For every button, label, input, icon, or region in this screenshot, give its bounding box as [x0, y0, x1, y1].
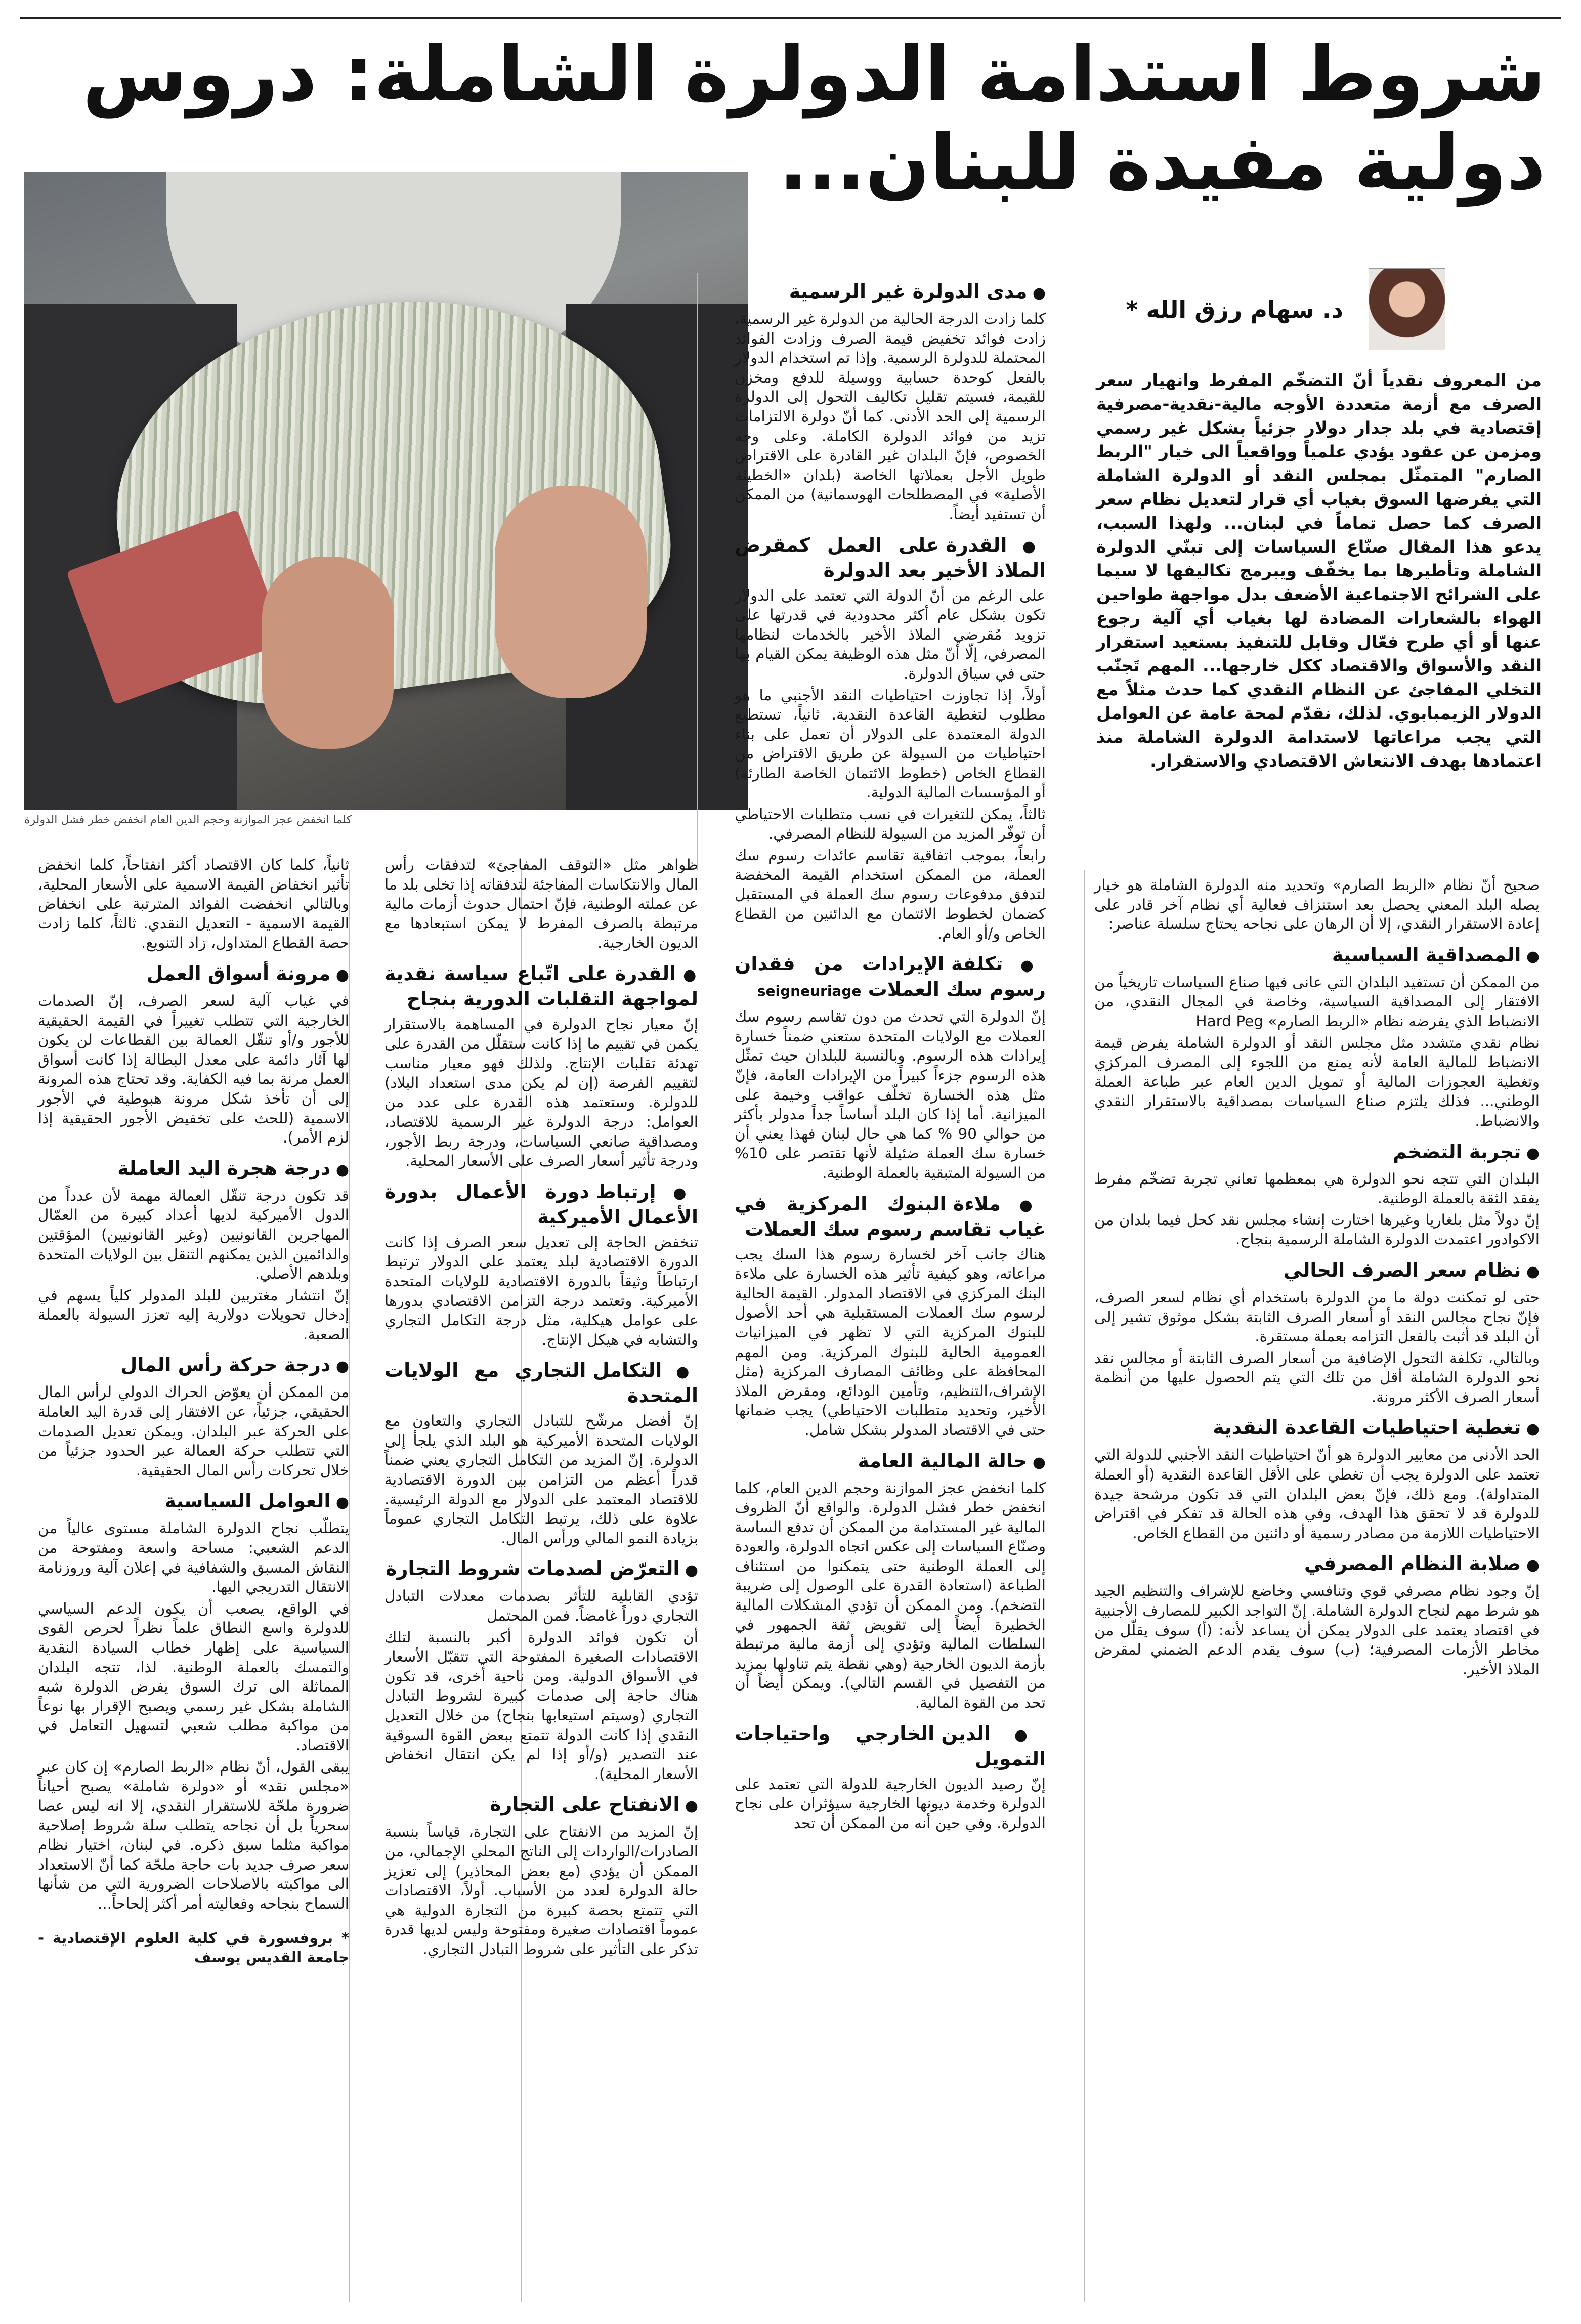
paragraph: إنّ المزيد من الانفتاح على التجارة، قياساً بنسبة الصادرات/الواردات إلى الناتج المحلي الإجمالي، من الممكن أن يؤدي (مع بعض المحاذير) إلى تعزيز حالة الدولرة لعدد من الأسباب. أولاً، الاقتصادات التي تتمتع بحصة كبيرة من التجارة الدولية هي عموماً اقتصادات صغيرة ومفتوحة وليس لديها قدرة تذكر على التأثير على شروط التبادل التجاري. — [384, 1823, 698, 1958]
lead-paragraph: من المعروف نقدياً أنّ التضخّم المفرط وانهيار سعر الصرف مع أزمة متعددة الأوجه مالية-نقدية-مصرفية إقتصادية في بلد جدار دولار جزئياً بشكل غير رسمي ومزمن عن عقود يؤدي علمياً وواقعياً الى خيار "الربط الصارم" المتمثّل بمجلس النقد أو الدولرة الشاملة التي يفرضها السوق بغياب أي قرار لتعديل نظام سعر الصرف كما حصل تماماً في لبنان... ولهذا السبب، يدعو هذا المقال صنّاع السياسات إلى تبنّي الدولرة الشاملة وتأطيرها بما يخفّف ويبرمج تكاليفها لا سيما على الشرائح الاجتماعية الأضعف بدل مواجهة طواحين الهواء بالشعارات المضادة لها بغياب أي آلية رجوع عنها أو أي طرح فعّال وقابل للتنفيذ بستعيد استقرار النقد والأسواق والاقتصاد ككل خارجها... المهم تَجنّب التخلي المفاجئ عن النظام النقدي كما حدث مثلاً مع الدولار الزيمبابوي. لذلك، نقدّم لمحة عامة عن العوامل التي يجب مراعاتها لاستدامة الدولرة الشاملة منذ اعتمادها بهدف الانتعاش الاقتصادي والاستقرار. — [1096, 370, 1542, 771]
section-heading: ● التكامل التجاري مع الولايات المتحدة — [384, 1359, 698, 1407]
paragraph: إنّ الدولرة التي تحدث من دون تقاسم رسوم سك العملات مع الولايات المتحدة ستعني ضمناً خسارة إيرادات هذه الرسوم. وبالنسبة للبلدان حيث تمثّل هذه الرسوم جزءاً كبيراً من الإيرادات العامة، فإنّ مثل هذه الخسارة تخلّف عواقب وخيمة على الميزانية. أما إذا كان البلد أساساً جداً مدولر بأكثر من حوالي 90 % كما هي حال لبنان فهذا يعني أن خسارة سك العملة ضئيلة لأنها تقتصر على 10% من السيولة المتبقية بالعملة الوطنية. — [735, 1008, 1046, 1181]
paragraph: أن تكون فوائد الدولرة أكبر بالنسبة لتلك الاقتصادات الصغيرة المفتوحة التي تتقبّل الأسعار في الأسواق الدولية. ومن ناحية أخرى، قد تكون هناك حاجة إلى صدمات كبيرة لشروط التبادل التجاري (وسيتم استيعابها بنجاح) من خلال التعديل النقدي إذا كانت الدولة تتمتع ببعض القوة السوقية عند التصدير (و/أو إذا لم يكن انتقال انخفاض الأسعار المحلية). — [384, 1628, 698, 1783]
section-heading — [735, 952, 1046, 1003]
section-heading: ● مدى الدولرة غير الرسمية — [735, 280, 1046, 305]
latin-term: Hard Peg — [1195, 1012, 1263, 1030]
section-heading: ● صلابة النظام المصرفي — [1094, 1552, 1540, 1577]
column-3 — [384, 855, 698, 1961]
paragraph: رابعاً، بموجب اتفاقية تقاسم عائدات رسوم سك العملة، من الممكن استخدام القيمة المخفضة لتدفق مدفوعات رسوم سك العملة في المستقبل كضمان لخطوط الائتمان مع الدائنين من القطاع الخاص و/أو العام. — [735, 847, 1046, 942]
paragraph: ظواهر مثل «التوقف المفاجئ» لتدفقات رأس المال والانتكاسات المفاجئة لتدفقاته إذا تخلى بلد ما عن عملته الوطنية، فإنّ احتمال حدوث أزمات مالية مرتبطة بالصرف المفرط لا يمكن استبعادها مع الديون الخارجية. — [384, 856, 698, 952]
paragraph: البلدان التي تتجه نحو الدولرة هي بمعظمها تعاني تجربة تضخّم مفرط يفقد الثقة بالعملة الوطنية. — [1094, 1170, 1540, 1207]
paragraph: إنّ دولاً مثل بلغاريا وغيرها اختارت إنشاء مجلس نقد كحل فيما بلدان من الاكوادور اعتمدت الدولرة الشاملة الرسمية بنجاح. — [1094, 1211, 1540, 1248]
section-heading: ● مرونة أسواق العمل — [38, 962, 349, 987]
section-heading: ● القدرة على العمل كمقرض الملاذ الأخير بعد الدولرة — [735, 533, 1046, 582]
paragraph: من الممكن أن يعوّض الحراك الدولي لرأس المال الحقيقي، جزئياً، عن الافتقار إلى قدرة اليد العاملة على الحركة عبر البلدان. ويمكن تعديل الصدمات التي تتطلب حركة العمالة عبر الحدود جزئياً من خلال تحركات رأس المال الحقيقية. — [38, 1383, 349, 1479]
paragraph: في الواقع، يصعب أن يكون الدعم السياسي للدولرة واسع النطاق علماً نظراً لحرص القوى السياسية على إظهار خطاب السيادة النقدية والتمسك بالعملة الوطنية. لذا، تتجه البلدان المماثلة الى ترك السوق يفرض الدولرة شبه الشاملة بشكل غير رسمي ويصبح الإقرار بها نوعاً من مواكبة مطلب شعبي لتسهيل التعامل في الاقتصاد. — [38, 1599, 349, 1754]
column-2 — [735, 271, 1046, 1835]
paragraph: إنّ معيار نجاح الدولرة في المساهمة بالاستقرار يكمن في تقييم ما إذا كانت ستقلّل من القدرة على تهدئة تقلبات الإنتاج. ولذلك فهو معيار مناسب لتقييم الفرصة (إن لم يكن مدى استعداد البلاد) للدولرة. وستعتمد هذه القدرة على عدد من العوامل: درجة الدولرة غير الرسمية للاقتصاد، ومصداقية صانعي السياسات، ودرجة ربط الأجور، ودرجة تأثير أسعار الصرف على الأسعار المحلية. — [384, 1015, 698, 1170]
paragraph: كلما زادت الدرجة الحالية من الدولرة غير الرسمية، زادت فوائد تخفيض قيمة الصرف وزادت الفوائد المحتملة للدولرة الرسمية. وإذا تم استخدام الدولار بالفعل كوحدة حسابية ووسيلة للدفع ومخزن للقيمة، فسيتم تقليل تكاليف التحول إلى الدولرة الرسمية إلى الحد الأدنى. كما أنّ دولرة الالتزامات تزيد من فوائد الدولرة الكاملة. وعلى وجه الخصوص، فإنّ البلدان غير القادرة على الاقتراض طويل الأجل بعملاتها الخاصة (بلدان «الخطيئة الأصلية» في المصطلحات الهوسمانية) من الممكن أن تستفيد أيضاً. — [735, 310, 1046, 523]
section-heading: ● نظام سعر الصرف الحالي — [1094, 1258, 1540, 1284]
latin-term: seigneuriage — [757, 983, 862, 1000]
headline: شروط استدامة الدولرة الشاملة: دروس دولية مفيدة للبنان... — [82, 30, 1546, 207]
paragraph: كلما انخفض عجز الموازنة وحجم الدين العام، كلما انخفض خطر فشل الدولرة. والواقع أنّ الظروف المالية غير المستدامة من الممكن أن تدفع الساسة وصنّاع السياسات إلى عكس اتجاه الدولرة، والعودة إلى العملة الوطنية حتى يتمكنوا من استئناف الطباعة (استعادة القدرة على الوصول إلى ضريبة التضخم). ومن الممكن أن تؤدي المشكلات المالية الخطيرة أيضاً إلى تقويض ثقة الجمهور في السلطات المالية وتؤدي إلى أزمة مالية مرتبطة بأزمة الديون الخارجية (وهي نقطة يتم تناولها بمزيد من التفصيل في القسم التالي). ويمكن أيضاً أن تحد من القوة المالية. — [735, 1479, 1046, 1712]
section-heading: ● إرتباط دورة الأعمال بدورة الأعمال الأميركية — [384, 1180, 698, 1229]
paragraph: الحد الأدنى من معايير الدولرة هو أنّ احتياطيات النقد الأجنبي للدولة التي تعتمد على الدولرة يجب أن تغطي على الأقل القاعدة النقدية (أو العملة المتداولة). ومع ذلك، فإنّ بعض البلدان التي قد تكون مرشحة جيدة للدولرة قد لا تحقق هذا الهدف، وفي هذه الحالة قد تفكر في اقتراض الاحتياطيات اللازمة من مصادر رسمية أو دائنين من القطاع الخاص. — [1094, 1446, 1540, 1542]
section-heading: ● تغطية احتياطيات القاعدة النقدية — [1094, 1416, 1540, 1441]
paragraph: إنّ وجود نظام مصرفي قوي وتنافسي وخاضع للإشراف والتنظيم الجيد هو شرط مهم لنجاح الدولرة الشاملة. إنّ التواجد الكبير للمصارف الأجنبية في اقتصاد يعتمد على الدولار يمكن أن يساعد لأنه: (أ) سوف يقلّل من مخاطر الأزمات المصرفية؛ (ب) سوف يقدم الدعم الضمني لمقرض الملاذ الأخير. — [1094, 1582, 1540, 1678]
section-heading: ● ملاءة البنوك المركزية في غياب تقاسم رسوم سك العملات — [735, 1192, 1046, 1241]
section-heading: ● درجة حركة رأس المال — [38, 1353, 349, 1378]
section-heading: ● حالة المالية العامة — [735, 1449, 1046, 1474]
section-heading: ● تجربة التضخم — [1094, 1140, 1540, 1165]
top-rule — [20, 17, 1561, 19]
paragraph: حتى لو تمكنت دولة ما من الدولرة باستخدام أي نظام لسعر الصرف، فإنّ نجاح مجالس النقد أو أسعار الصرف الثابتة بشكل موثوق تشير إلى أن البلد قد أثبت بالفعل التزامه بعملة مستقرة. — [1094, 1288, 1540, 1345]
paragraph: يتطلّب نجاح الدولرة الشاملة مستوى عالياً من الدعم الشعبي: مساحة واسعة ومفتوحة من النقاش المسبق والشفافية في إعلان آلية وروزنامة الانتقال التدريجي اليها. — [38, 1519, 349, 1596]
column-rule — [349, 870, 350, 2302]
section-heading: ● العوامل السياسية — [38, 1489, 349, 1514]
author-footnote: * بروفسورة في كلية العلوم الإقتصادية - جامعة القديس يوسف — [38, 1929, 349, 1966]
paragraph: نظام نقدي متشدد مثل مجلس النقد أو الدولرة الشاملة يفرض قيمة الانضباط للمالية العامة لأنه يمنع من اللجوء إلى المصرف المركزي وتغطية العجوزات المالية أو تمويل الدين العام عبر طباعة العملة الوطني... فذلك يلتزم صناع السياسات بمصداقية بالاستقرار النقدي والانضباط. — [1094, 1034, 1540, 1129]
paragraph: ثالثاً، يمكن للتغيرات في نسب متطلبات الاحتياطي أن توفّر المزيد من السيولة للنظام المصرفي. — [735, 806, 1046, 842]
article-photo — [24, 172, 748, 810]
paragraph: هناك جانب آخر لخسارة رسوم هذا السك يجب مراعاته، وهو كيفية تأثير هذه الخسارة على ملاءة البنك المركزي في الاقتصاد المدولر. القيمة الحالية لرسوم سك العملات المستقبلية هي أحد الأصول للبنوك المركزية التي لا تظهر في الميزانيات العمومية الحالية للبنوك المركزية. ومن المهم المحافظة على وظائف المصارف المركزية (مثل الإشراف،التنظيم، وتأمين الودائع، ومقرض الملاذ الأخير، وتحديد متطلبات الاحتياطي) يجب ضمانها حتى في الاقتصاد المدولر بشكل شامل. — [735, 1245, 1046, 1439]
section-heading: ● القدرة على اتّباع سياسة نقدية لمواجهة التقلبات الدورية بنجاح — [384, 962, 698, 1010]
paragraph: أولاً، إذا تجاوزت احتياطيات النقد الأجنبي ما هو مطلوب لتغطية القاعدة النقدية. ثانياً، تستطيع الدولة المعتمدة على الدولار أن تعمل على بناء احتياطيات من السيولة عن طريق الاقتراض من القطاع الخاص (خطوط الائتمان الخاصة الطارئة) أو المؤسسات المالية الدولية. — [735, 686, 1046, 801]
paragraph: قد تكون درجة تنقّل العمالة مهمة لأن عدداً من الدول الأميركية لديها أعداد كبيرة من العمّال المهاجرين القانونيين (وغير القانونيين) المؤقتين والدائمين الذين يمكنهم التنقل بين الولايات المتحدة وبلدهم الأصلي. — [38, 1187, 349, 1283]
paragraph: إنّ رصيد الديون الخارجية للدولة التي تعتمد على الدولرة وخدمة ديونها الخارجية سيؤثران على نجاح الدولرة. وفي حين أنه من الممكن أن تحد — [735, 1775, 1046, 1832]
section-heading-text: تكلفة الإيرادات من فقدان رسوم سك العملات — [735, 953, 1046, 1001]
photo-left-hand — [262, 557, 394, 749]
paragraph: تؤدي القابلية للتأثر بصدمات معدلات التبادل التجاري دوراً غامضاً. فمن المحتمل — [384, 1587, 698, 1625]
author-photo — [1369, 268, 1445, 350]
paragraph: ثانياً، كلما كان الاقتصاد أكثر انفتاحاً، كلما انخفض تأثير انخفاض القيمة الاسمية على الأسعار المحلية، وبالتالي انخفضت الفوائد المترتبة على انخفاض القيمة الاسمية - التعديل النقدي. ثالثاً، كلما زادت حصة القطاع المتداول، زاد التنويع. — [38, 856, 349, 952]
section-heading: ● الانفتاح على التجارة — [384, 1793, 698, 1818]
paragraph: صحيح أنّ نظام «الربط الصارم» وتحديد منه الدولرة الشاملة هو خيار يصله البلد المعني يحصل بعد استنزاف فعالية أي نظام آخر قادر على إعادة الاستقرار النقدي، إلا أن الرهان على نجاحه يحتاج سلسلة عناصر: — [1094, 876, 1540, 933]
column-4 — [38, 855, 349, 1969]
section-heading: ● التعرّض لصدمات شروط التجارة — [384, 1557, 698, 1582]
column-rule — [1084, 870, 1085, 2302]
paragraph — [1094, 973, 1540, 1031]
paragraph: إنّ انتشار مغتربين للبلد المدولر كلياً يسهم في إدخال تحويلات دولارية إليه تعزز السيولة بالعملة الصعبة. — [38, 1286, 349, 1343]
paragraph: تنخفض الحاجة إلى تعديل سعر الصرف إذا كانت الدورة الاقتصادية لبلد يعتمد على الدولار ترتبط ارتباطاً وثيقاً بالدورة الاقتصادية للولايات المتحدة الأميركية. وتعتمد درجة التزامن الاقتصادي بدورها على عوامل هيكلية، مثل درجة التكامل التجاري والتشابه في هيكل الإنتاج. — [384, 1233, 698, 1348]
section-heading: ● المصداقية السياسية — [1094, 943, 1540, 968]
paragraph: إنّ أفضل مرشّح للتبادل التجاري والتعاون مع الولايات المتحدة الأميركية هو البلد الذي يلجأ إلى الدولرة. إنّ المزيد من التكامل التجاري يعني ضمناً قدراً أعظم من التزامن بين الدورة الاقتصادية للاقتصاد المعتمد على الدولار مع الدولة الرئيسية. علاوة على ذلك، يرتبط التكامل التجاري عموماً بزيادة النمو المالي ورأس المال. — [384, 1412, 698, 1547]
photo-right-hand — [495, 486, 647, 698]
author-name: د. سهام رزق الله * — [1126, 296, 1343, 323]
column-rule — [697, 273, 698, 870]
paragraph: في غياب آلية لسعر الصرف، إنّ الصدمات الخارجية التي تتطلب تغييراً في القيمة الحقيقية للأجور و/أو تنقّل العمالة بين القطاعات لن يكون لها آثار دائمة على معدل البطالة إذا كانت أسواق العمل مرنة بما فيه الكفاية. وقد تحتاج هذه المرونة إلى أن تأخذ شكل مرونة هبوطية في الأجور الاسمية (للحث على تخفيض الأجور الحقيقية إذا لزم الأمر). — [38, 992, 349, 1147]
paragraph: يبقى القول، أنّ نظام «الربط الصارم» إن كان عبر «مجلس نقد» أو «دولرة شاملة» يصبح أحياناً ضرورة ملحّة للاستقرار النقدي، إلا انه ليس عصا سحرياً بل أن نجاحه يتطلب سلة شروط إصلاحية مواكبة مثلما سبق ذكره. في لبنان، اختيار نظام سعر صرف جديد بات حاجة ملحّة كما أنّ الاستعداد الى مواكبته بالاصلاحات الضرورية التي من شأنها السماح بنجاحه وفعاليته أمر أكثر إلحاحاً... — [38, 1758, 349, 1912]
paragraph-text: من الممكن أن تستفيد البلدان التي عانى فيها صناع السياسات تاريخياً من الافتقار إلى المصداقية السياسية، وخاصة في المجال النقدي، من الانضباط الذي يفرضه نظام «الربط الصارم» — [1094, 973, 1540, 1030]
paragraph: على الرغم من أنّ الدولة التي تعتمد على الدولار تكون بشكل عام أكثر محدودية في قدرتها على تزويد مُقرضي الملاذ الأخير بالخدمات لنظامها المصرفي، إلّا أنّ مثل هذه الوظيفة يمكن القيام بها حتى في سياق الدولرة. — [735, 586, 1046, 682]
section-heading: ● الدين الخارجي واحتياجات التمويل — [735, 1722, 1046, 1770]
column-1 — [1094, 875, 1540, 1681]
paragraph: وبالتالي، تكلفة التحول الإضافية من أسعار الصرف الثابتة أو مجالس نقد نحو الدولرة الشاملة أقل من تلك التي يتم الحصول عليها من أنظمة أسعار الصرف الأكثر مرونة. — [1094, 1349, 1540, 1406]
section-heading: ● درجة هجرة اليد العاملة — [38, 1157, 349, 1182]
photo-caption: كلما انخفض عجز الموازنة وحجم الدين العام انخفض خطر فشل الدولرة — [24, 814, 352, 826]
